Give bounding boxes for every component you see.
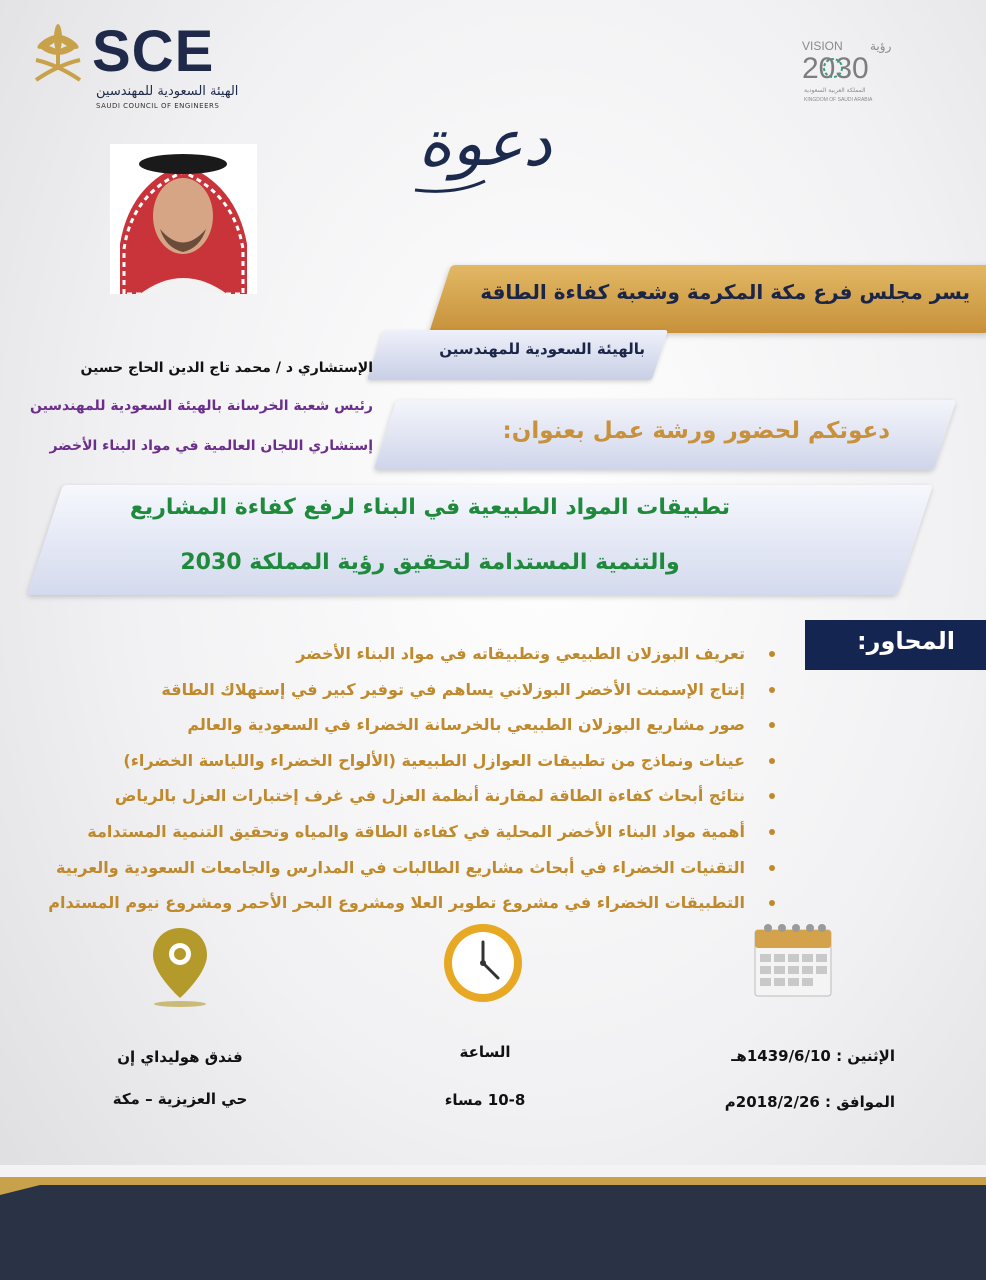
event-time-label: الساعة xyxy=(459,1043,511,1061)
event-date-hijri: الإثنين : 1439/6/10هـ xyxy=(731,1047,895,1065)
sce-logo-english: SAUDI COUNCIL OF ENGINEERS xyxy=(96,102,220,110)
speaker-name: الإستشاري د / محمد تاج الدين الحاج حسين xyxy=(80,360,373,376)
workshop-title-line2: والتنمية المستدامة لتحقيق رؤية المملكة 2030 xyxy=(180,550,680,575)
axes-heading: المحاور: xyxy=(857,627,955,655)
list-item: تعريف البوزلان الطبيعي وتطبيقاته في مواد البناء الأخضر xyxy=(0,636,775,672)
vision-year: 2030 xyxy=(802,52,869,85)
sce-logo-arabic: الهيئة السعودية للمهندسين xyxy=(96,84,239,99)
list-item: صور مشاريع البوزلان الطبيعي بالخرسانة الخضراء في السعودية والعالم xyxy=(0,707,775,743)
workshop-title-line1: تطبيقات المواد الطبيعية في البناء لرفع كفاءة المشاريع xyxy=(129,495,731,520)
bullet-icon xyxy=(769,722,775,728)
event-date-gregorian: الموافق : 2018/2/26م xyxy=(724,1093,895,1111)
list-item: عينات ونماذج من تطبيقات العوازل الطبيعية (الألواح الخضراء واللياسة الخضراء) xyxy=(0,743,775,779)
bullet-icon xyxy=(769,758,775,764)
dawa-calligraphy xyxy=(395,85,575,200)
list-item: التقنيات الخضراء في أبحاث مشاريع الطالبات في المدارس والجامعات السعودية والعربية xyxy=(0,850,775,886)
speaker-portrait xyxy=(110,144,257,294)
vision-label: VISION xyxy=(802,39,843,53)
list-item: التطبيقات الخضراء في مشروع تطوير العلا ومشروع البحر الأحمر ومشروع نيوم المستدام xyxy=(0,885,775,921)
svg-text:دعوة: دعوة xyxy=(418,107,552,181)
vision-2030-logo xyxy=(800,36,910,106)
speaker-role-secondary: إستشاري اللجان العالمية في مواد البناء الأخضر xyxy=(49,438,373,454)
list-item: أهمية مواد البناء الأخضر المحلية في كفاءة الطاقة والمياه وتحقيق التنمية المستدامة xyxy=(0,814,775,850)
event-time-value: 10-8 مساء xyxy=(444,1091,526,1109)
clock-icon xyxy=(442,922,524,1004)
bullet-icon xyxy=(769,865,775,871)
axes-list xyxy=(0,636,775,921)
location-pin-icon xyxy=(150,926,210,1008)
event-venue-area: حي العزيزية – مكة xyxy=(112,1090,248,1108)
sce-logo-text: SCE xyxy=(92,19,215,84)
invite-heading: دعوتكم لحضور ورشة عمل بعنوان: xyxy=(502,418,890,444)
bullet-icon xyxy=(769,900,775,906)
bullet-icon xyxy=(769,651,775,657)
calendar-icon xyxy=(752,918,834,1000)
footer-band xyxy=(0,1165,986,1280)
vision-kingdom-en: KINGDOM OF SAUDI ARABIA xyxy=(804,97,873,103)
bullet-icon xyxy=(769,793,775,799)
vision-kingdom-ar: المملكة العربية السعودية xyxy=(804,87,866,94)
vision-arabic-label: رؤية xyxy=(870,39,892,53)
event-venue-name: فندق هوليداي إن xyxy=(117,1048,243,1066)
host-line: يسر مجلس فرع مكة المكرمة وشعبة كفاءة الطاقة xyxy=(480,280,970,304)
bullet-icon xyxy=(769,829,775,835)
list-item: إنتاج الإسمنت الأخضر البوزلاني يساهم في توفير كبير في إستهلاك الطاقة xyxy=(0,672,775,708)
list-item: نتائج أبحاث كفاءة الطاقة لمقارنة أنظمة العزل في غرف إختبارات العزل بالرياض xyxy=(0,778,775,814)
host-org: بالهيئة السعودية للمهندسين xyxy=(439,340,645,358)
speaker-role: رئيس شعبة الخرسانة بالهيئة السعودية للمهندسين xyxy=(29,398,373,414)
bullet-icon xyxy=(769,687,775,693)
